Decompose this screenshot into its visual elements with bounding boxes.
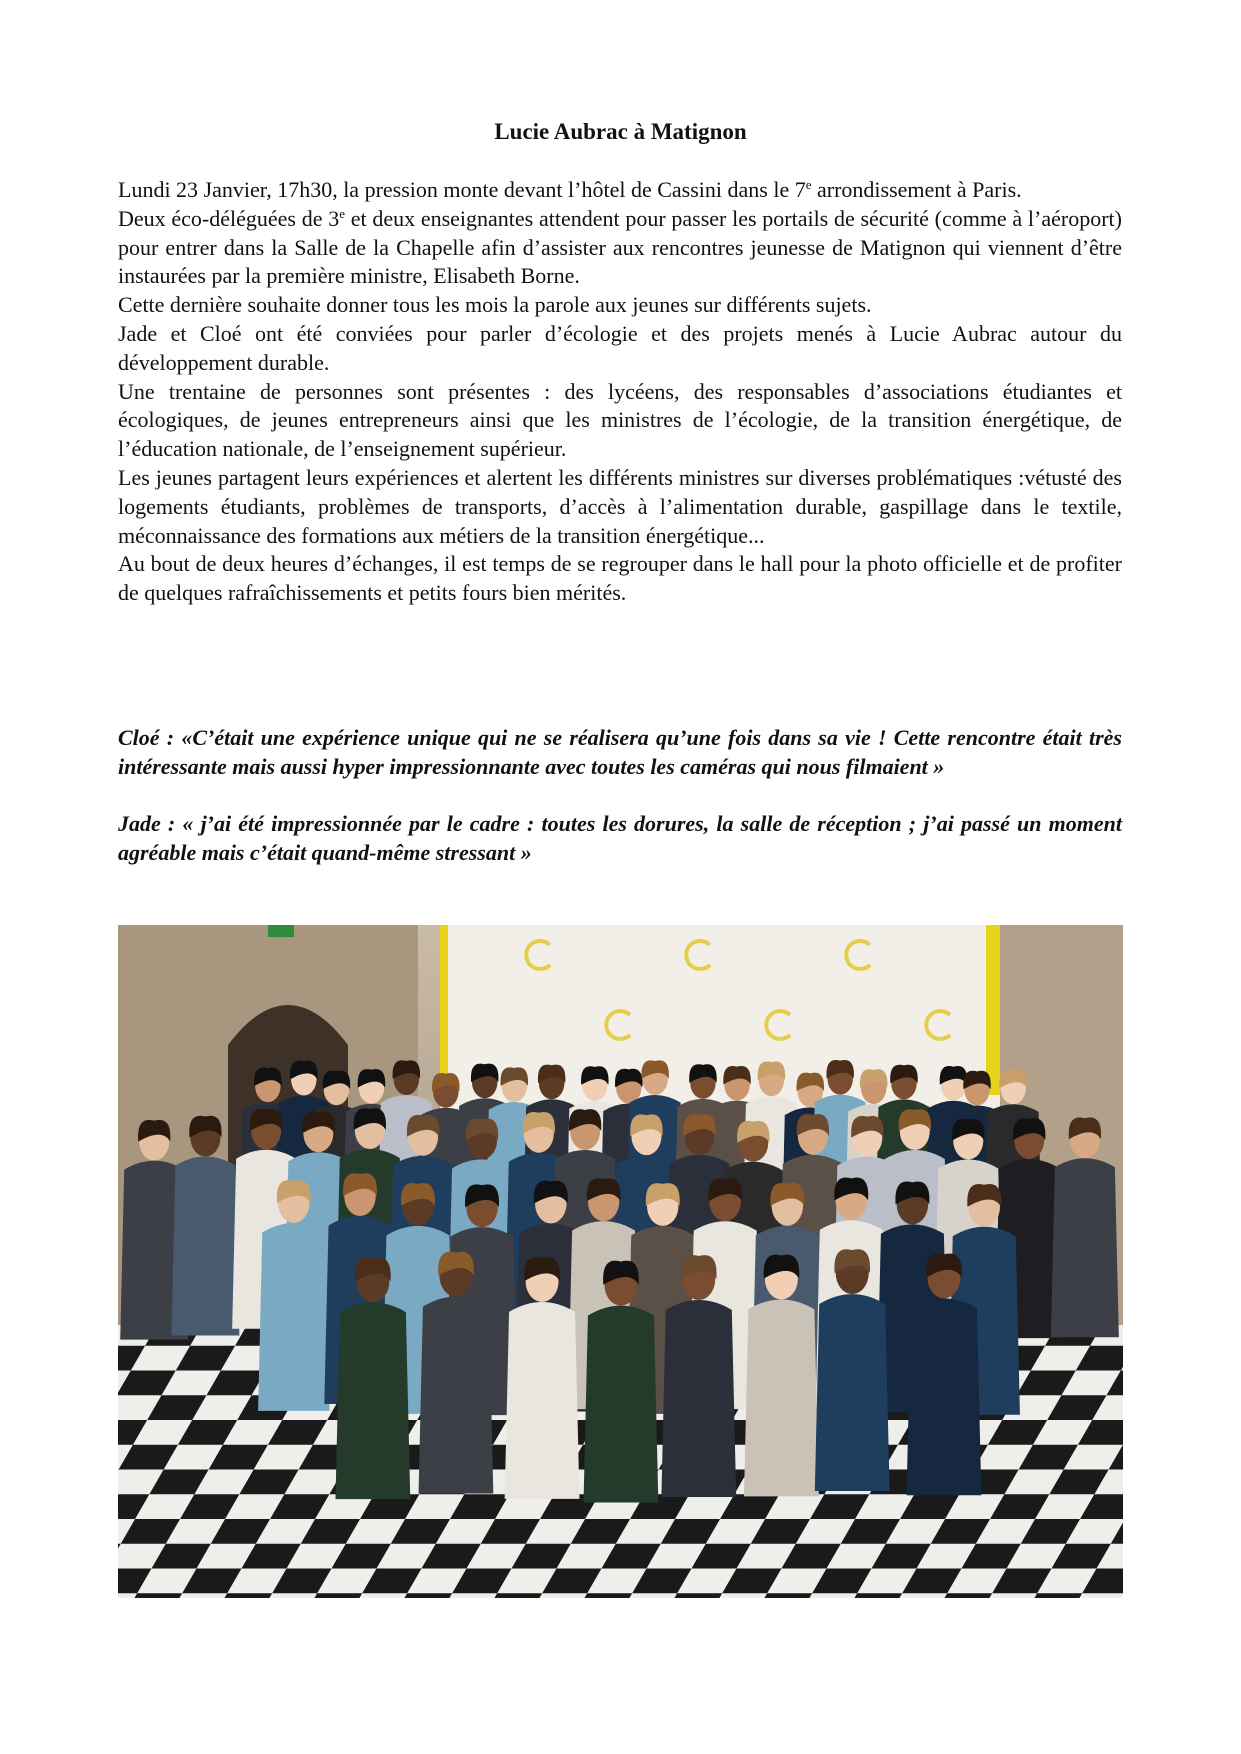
quote-cloe: Cloé : «C’était une expérience unique qui ne se réalisera qu’une fois dans sa vie ! Cette rencontre était très intéressante mais aussi hyper impressionnante avec toutes les caméras qui nous filmaient » <box>118 725 1122 779</box>
paragraph: Au bout de deux heures d’échanges, il est temps de se regrouper dans le hall pour la photo officielle et de profiter de quelques rafraîchissements et petits fours bien mérités. <box>118 551 1122 606</box>
paragraph: Jade et Cloé ont été conviées pour parler d’écologie et des projets menés à Lucie Aubrac autour du développement durable. <box>118 320 1122 375</box>
quotes-section <box>118 724 1122 897</box>
group-photo <box>118 925 1123 1598</box>
article-body <box>118 176 1122 608</box>
paragraph: Deux éco-déléguées de 3e et deux enseignantes attendent pour passer les portails de sécurité (comme à l’aéroport) pour entrer dans la Salle de la Chapelle afin d’assister aux rencontres jeunesse de Matignon qui viennent d’être instaurées par la première ministre, Elisabeth Borne. <box>118 205 1122 289</box>
group-photo-illustration <box>118 925 1123 1598</box>
quote-jade: Jade : « j’ai été impressionnée par le cadre : toutes les dorures, la salle de réception ; j’ai passé un moment agréable mais c’était quand-même stressant » <box>118 811 1122 866</box>
paragraph: Lundi 23 Janvier, 17h30, la pression monte devant l’hôtel de Cassini dans le 7e arrondissement à Paris. <box>118 177 1022 202</box>
paragraph: Les jeunes partagent leurs expériences et alertent les différents ministres sur diverses problématiques :vétusté des logements étudiants, problèmes de transports, d’accès à l’alimentation durable, gaspillage dans le textile, méconnaissance des formations aux métiers de la transition énergétique... <box>118 464 1122 548</box>
paragraph: Cette dernière souhaite donner tous les mois la parole aux jeunes sur différents sujets. <box>118 292 872 318</box>
page-title: Lucie Aubrac à Matignon <box>494 119 747 144</box>
paragraph: Une trentaine de personnes sont présentes : des lycéens, des responsables d’associations étudiantes et écologiques, de jeunes entrepreneurs ainsi que les ministres de l’écologie, de la transition énergétique, de l’éducation nationale, de l’enseignement supérieur. <box>118 378 1122 462</box>
